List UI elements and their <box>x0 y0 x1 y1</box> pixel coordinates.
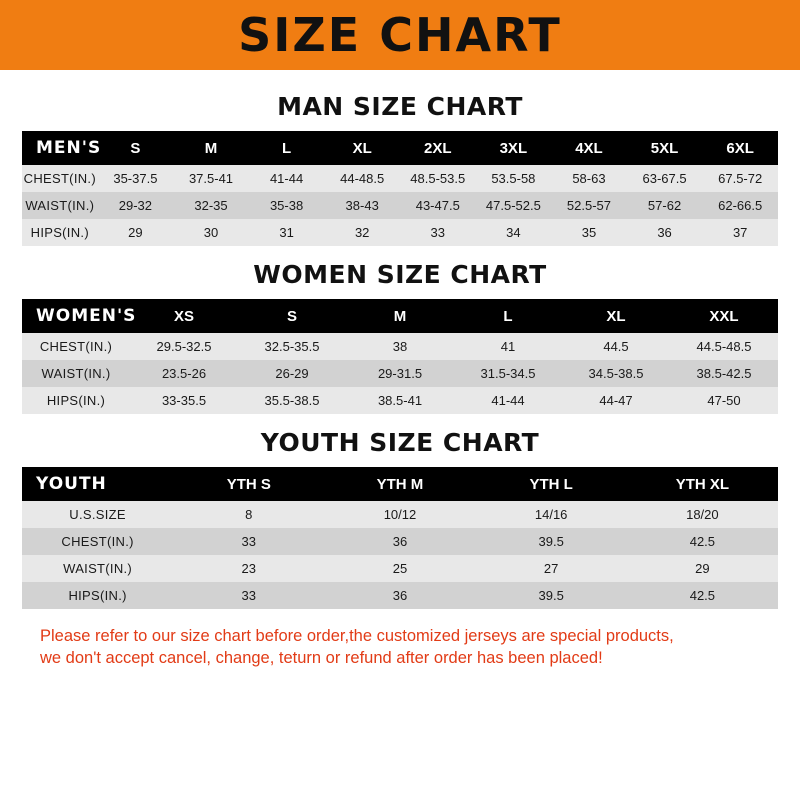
women-col-3: L <box>454 299 562 333</box>
women-size-table <box>22 299 778 414</box>
man-col-6: 4XL <box>551 131 627 165</box>
man-col-0: S <box>98 131 174 165</box>
header-band <box>0 0 800 70</box>
footer-note-line-2: we don't accept cancel, change, teturn or refund after order has been placed! <box>40 649 603 668</box>
youth-r1-c1: 36 <box>324 528 475 555</box>
man-r2-c1: 30 <box>173 219 249 246</box>
youth-col-1: YTH M <box>324 467 475 501</box>
women-table-head <box>22 299 778 333</box>
women-col-0: XS <box>130 299 238 333</box>
youth-row-3-label: HIPS(IN.) <box>22 582 173 609</box>
youth-r2-c0: 23 <box>173 555 324 582</box>
women-r0-c1: 32.5-35.5 <box>238 333 346 360</box>
man-r2-c7: 36 <box>627 219 703 246</box>
table-row <box>22 360 778 387</box>
youth-r0-c0: 8 <box>173 501 324 528</box>
table-row <box>22 387 778 414</box>
man-r2-c6: 35 <box>551 219 627 246</box>
man-r0-c0: 35-37.5 <box>98 165 174 192</box>
section-youth <box>22 428 778 609</box>
section-title-youth: YOUTH SIZE CHART <box>260 428 540 457</box>
man-r0-c1: 37.5-41 <box>173 165 249 192</box>
section-man <box>22 92 778 246</box>
women-r1-c0: 23.5-26 <box>130 360 238 387</box>
man-row-1-label: WAIST(IN.) <box>22 192 98 219</box>
youth-r1-c3: 42.5 <box>627 528 778 555</box>
youth-r3-c3: 42.5 <box>627 582 778 609</box>
women-r1-c4: 34.5-38.5 <box>562 360 670 387</box>
man-r0-c7: 63-67.5 <box>627 165 703 192</box>
youth-r0-c3: 18/20 <box>627 501 778 528</box>
man-col-7: 5XL <box>627 131 703 165</box>
section-title-women: WOMEN SIZE CHART <box>253 260 547 289</box>
man-row-0-label: CHEST(IN.) <box>22 165 98 192</box>
women-col-2: M <box>346 299 454 333</box>
man-row-2-label: HIPS(IN.) <box>22 219 98 246</box>
youth-r1-c0: 33 <box>173 528 324 555</box>
man-r1-c6: 52.5-57 <box>551 192 627 219</box>
man-r0-c8: 67.5-72 <box>702 165 778 192</box>
man-r0-c2: 41-44 <box>249 165 325 192</box>
women-r0-c2: 38 <box>346 333 454 360</box>
man-r1-c5: 47.5-52.5 <box>476 192 552 219</box>
women-r0-c4: 44.5 <box>562 333 670 360</box>
footer-note-line-1: Please refer to our size chart before order,the customized jerseys are special products, <box>40 627 674 645</box>
man-col-3: XL <box>324 131 400 165</box>
man-r0-c6: 58-63 <box>551 165 627 192</box>
women-col-4: XL <box>562 299 670 333</box>
man-col-4: 2XL <box>400 131 476 165</box>
youth-r3-c0: 33 <box>173 582 324 609</box>
youth-col-0: YTH S <box>173 467 324 501</box>
youth-r3-c1: 36 <box>324 582 475 609</box>
man-r0-c4: 48.5-53.5 <box>400 165 476 192</box>
youth-r2-c1: 25 <box>324 555 475 582</box>
table-header-row <box>22 467 778 501</box>
youth-row-1-label: CHEST(IN.) <box>22 528 173 555</box>
table-row <box>22 333 778 360</box>
women-col-1: S <box>238 299 346 333</box>
table-row <box>22 165 778 192</box>
youth-col-2: YTH L <box>476 467 627 501</box>
youth-row-2-label: WAIST(IN.) <box>22 555 173 582</box>
man-col-5: 3XL <box>476 131 552 165</box>
page-title: SIZE CHART <box>238 8 562 62</box>
women-r1-c5: 38.5-42.5 <box>670 360 778 387</box>
women-r2-c3: 41-44 <box>454 387 562 414</box>
man-r2-c8: 37 <box>702 219 778 246</box>
man-corner-label: MEN'S <box>22 131 98 165</box>
youth-corner-label: YOUTH <box>22 467 173 501</box>
women-table-body <box>22 333 778 414</box>
man-r1-c7: 57-62 <box>627 192 703 219</box>
women-r2-c2: 38.5-41 <box>346 387 454 414</box>
table-row <box>22 555 778 582</box>
section-women <box>22 260 778 414</box>
women-row-0-label: CHEST(IN.) <box>22 333 130 360</box>
content-area <box>0 92 800 670</box>
man-r2-c3: 32 <box>324 219 400 246</box>
man-r0-c3: 44-48.5 <box>324 165 400 192</box>
women-r1-c2: 29-31.5 <box>346 360 454 387</box>
man-table-head <box>22 131 778 165</box>
women-r2-c5: 47-50 <box>670 387 778 414</box>
man-r1-c3: 38-43 <box>324 192 400 219</box>
women-row-2-label: HIPS(IN.) <box>22 387 130 414</box>
table-header-row <box>22 131 778 165</box>
youth-size-table <box>22 467 778 609</box>
youth-r0-c2: 14/16 <box>476 501 627 528</box>
header-spacer <box>0 70 800 78</box>
table-header-row <box>22 299 778 333</box>
youth-r1-c2: 39.5 <box>476 528 627 555</box>
table-row <box>22 501 778 528</box>
man-r2-c4: 33 <box>400 219 476 246</box>
women-r2-c0: 33-35.5 <box>130 387 238 414</box>
youth-table-body <box>22 501 778 609</box>
man-table-body <box>22 165 778 246</box>
table-row <box>22 582 778 609</box>
table-row <box>22 219 778 246</box>
man-r0-c5: 53.5-58 <box>476 165 552 192</box>
youth-r0-c1: 10/12 <box>324 501 475 528</box>
table-row <box>22 528 778 555</box>
man-r1-c8: 62-66.5 <box>702 192 778 219</box>
youth-r2-c2: 27 <box>476 555 627 582</box>
footer-note <box>22 625 778 670</box>
women-r2-c4: 44-47 <box>562 387 670 414</box>
man-r2-c2: 31 <box>249 219 325 246</box>
table-row <box>22 192 778 219</box>
man-r2-c0: 29 <box>98 219 174 246</box>
youth-row-0-label: U.S.SIZE <box>22 501 173 528</box>
women-col-5: XXL <box>670 299 778 333</box>
women-corner-label: WOMEN'S <box>22 299 130 333</box>
man-col-2: L <box>249 131 325 165</box>
man-col-1: M <box>173 131 249 165</box>
women-r1-c3: 31.5-34.5 <box>454 360 562 387</box>
youth-r2-c3: 29 <box>627 555 778 582</box>
women-r0-c0: 29.5-32.5 <box>130 333 238 360</box>
women-r1-c1: 26-29 <box>238 360 346 387</box>
women-r0-c3: 41 <box>454 333 562 360</box>
man-col-8: 6XL <box>702 131 778 165</box>
man-r2-c5: 34 <box>476 219 552 246</box>
youth-table-head <box>22 467 778 501</box>
section-title-man: MAN SIZE CHART <box>277 92 523 121</box>
man-size-table <box>22 131 778 246</box>
man-r1-c1: 32-35 <box>173 192 249 219</box>
women-row-1-label: WAIST(IN.) <box>22 360 130 387</box>
women-r2-c1: 35.5-38.5 <box>238 387 346 414</box>
youth-col-3: YTH XL <box>627 467 778 501</box>
man-r1-c2: 35-38 <box>249 192 325 219</box>
man-r1-c0: 29-32 <box>98 192 174 219</box>
man-r1-c4: 43-47.5 <box>400 192 476 219</box>
women-r0-c5: 44.5-48.5 <box>670 333 778 360</box>
youth-r3-c2: 39.5 <box>476 582 627 609</box>
